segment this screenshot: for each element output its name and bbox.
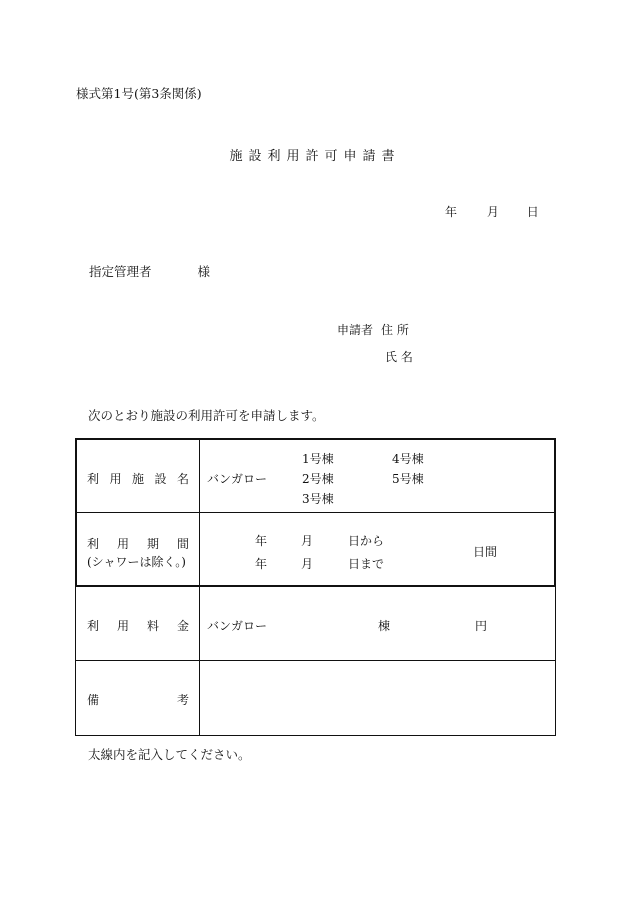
building-2[interactable]: 2号棟 xyxy=(302,472,334,486)
date-year: 年 xyxy=(445,205,458,219)
date-line xyxy=(445,203,539,220)
addressee xyxy=(89,262,210,280)
facility-label: 利 用 施 設 名 xyxy=(87,472,189,486)
footer-note: 太線内を記入してください。 xyxy=(88,747,251,762)
building-1[interactable]: 1号棟 xyxy=(302,452,334,466)
applicant-label: 申請者 xyxy=(337,323,374,337)
date-day: 日 xyxy=(526,205,539,219)
fee-unit-yen[interactable]: 円 xyxy=(475,619,488,633)
addressee-label: 指定管理者 xyxy=(89,264,152,279)
facility-row xyxy=(75,438,556,513)
fee-unit-building[interactable]: 棟 xyxy=(378,619,391,633)
period-to-day[interactable]: 日まで xyxy=(348,557,385,571)
period-from-month[interactable]: 月 xyxy=(301,534,314,548)
building-5[interactable]: 5号棟 xyxy=(392,472,424,486)
facility-type: バンガロー xyxy=(207,472,268,486)
period-label-cell xyxy=(76,513,200,586)
addressee-honorific: 様 xyxy=(197,264,211,279)
period-to-year[interactable]: 年 xyxy=(255,557,268,571)
period-sublabel: (シャワーは除く。) xyxy=(87,555,186,569)
form-number: 様式第1号(第3条関係) xyxy=(76,86,202,101)
remarks-row xyxy=(75,661,556,736)
document-title: 施設利用許可申請書 xyxy=(229,149,401,164)
period-label: 利 用 期 間 xyxy=(87,537,189,551)
facility-label-cell xyxy=(76,439,200,512)
applicant-address-label: 住 所 xyxy=(381,323,409,337)
period-to-month[interactable]: 月 xyxy=(301,557,314,571)
fee-label: 利 用 料 金 xyxy=(87,619,189,633)
building-3[interactable]: 3号棟 xyxy=(302,492,334,506)
remarks-input-area[interactable] xyxy=(200,661,555,735)
period-days[interactable]: 日間 xyxy=(473,545,498,559)
period-row xyxy=(75,513,556,587)
date-month: 月 xyxy=(486,205,499,219)
fee-label-cell xyxy=(76,587,200,660)
building-4[interactable]: 4号棟 xyxy=(392,452,424,466)
remarks-label-cell xyxy=(76,661,200,735)
period-from-year[interactable]: 年 xyxy=(255,534,268,548)
fee-type: バンガロー xyxy=(207,619,268,633)
application-table xyxy=(75,438,556,736)
applicant-address-line xyxy=(337,321,409,338)
remarks-label: 備 考 xyxy=(87,693,189,707)
applicant-name-label: 氏 名 xyxy=(385,350,413,364)
lead-text: 次のとおり施設の利用許可を申請します。 xyxy=(88,408,325,423)
fee-row xyxy=(75,587,556,661)
period-from-day[interactable]: 日から xyxy=(348,534,385,548)
